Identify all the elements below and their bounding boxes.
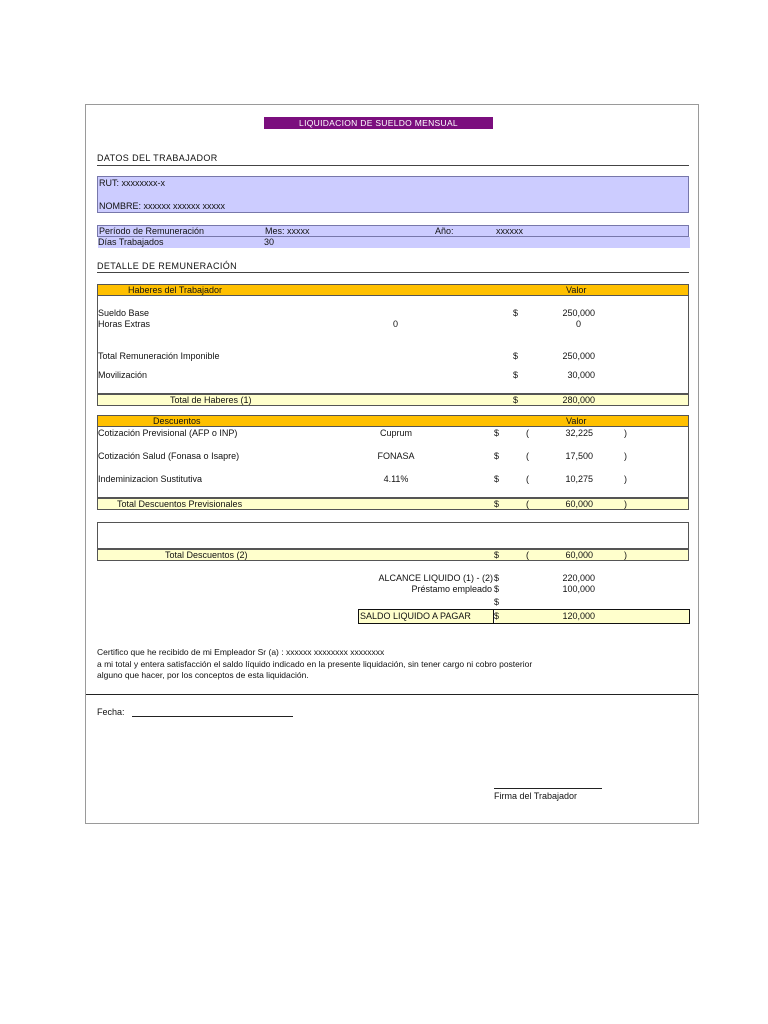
date-label: Fecha: bbox=[97, 707, 125, 717]
earnings-total-label: Total de Haberes (1) bbox=[170, 395, 252, 405]
deduction-value: 32,225 bbox=[565, 428, 593, 438]
earnings-header bbox=[97, 284, 689, 296]
date-line bbox=[132, 716, 293, 717]
deduction-entity: FONASA bbox=[377, 451, 415, 461]
net-pay-row bbox=[358, 609, 690, 624]
deduction-entity: Cuprum bbox=[379, 428, 412, 438]
days-label: Días Trabajados bbox=[98, 237, 164, 247]
loan-currency: $ bbox=[494, 584, 500, 594]
provisional-total-currency: $ bbox=[494, 499, 500, 509]
deduction-label: Cotización Previsional (AFP o INP) bbox=[98, 428, 238, 438]
deductions-total-value: 60,000 bbox=[565, 550, 593, 560]
earnings-total-value: 280,000 bbox=[562, 395, 595, 405]
signature-line bbox=[494, 788, 602, 789]
blank-currency: $ bbox=[494, 597, 500, 607]
name-field: NOMBRE: xxxxxx xxxxxx xxxxx bbox=[99, 201, 226, 211]
earnings-total-row bbox=[97, 394, 689, 406]
days-value: 30 bbox=[264, 237, 275, 247]
base-salary-label: Sueldo Base bbox=[98, 308, 150, 318]
net-pay-value: 120,000 bbox=[562, 611, 595, 621]
provisional-total-close-paren: ) bbox=[624, 499, 627, 509]
overtime-label: Horas Extras bbox=[98, 319, 151, 329]
reach-currency: $ bbox=[494, 573, 500, 583]
deduction-close-paren: ) bbox=[624, 428, 627, 438]
base-salary-value: 250,000 bbox=[562, 308, 595, 318]
earnings-total-currency: $ bbox=[513, 395, 519, 405]
provisional-total-value: 60,000 bbox=[565, 499, 593, 509]
certification-line-3: alguno que hacer, por los conceptos de esta liquidación. bbox=[97, 670, 309, 680]
reach-label: ALCANCE LIQUIDO (1) - (2) bbox=[378, 573, 493, 583]
divider bbox=[86, 694, 698, 695]
signature-label: Firma del Trabajador bbox=[494, 791, 578, 801]
loan-value: 100,000 bbox=[562, 584, 595, 594]
divider bbox=[97, 272, 689, 273]
loan-label: Préstamo empleado bbox=[411, 584, 492, 594]
certification-line-1: Certifico que he recibido de mi Empleador Sr (a) : xxxxxx xxxxxxxx xxxxxxxx bbox=[97, 647, 385, 657]
deduction-currency: $ bbox=[494, 451, 500, 461]
provisional-total-row bbox=[97, 498, 689, 510]
earnings-box bbox=[97, 296, 689, 394]
detail-section-heading: DETALLE DE REMUNERACIÓN bbox=[97, 261, 238, 271]
mobilization-label: Movilización bbox=[98, 370, 148, 380]
deductions-total-currency: $ bbox=[494, 550, 500, 560]
net-pay-currency: $ bbox=[494, 611, 500, 621]
overtime-hours: 0 bbox=[393, 319, 399, 329]
deductions-header-label: Descuentos bbox=[153, 416, 201, 426]
deduction-currency: $ bbox=[494, 428, 500, 438]
deductions-total-close-paren: ) bbox=[624, 550, 627, 560]
deductions-header-value: Valor bbox=[566, 416, 587, 426]
deductions-total-row bbox=[97, 549, 689, 561]
divider bbox=[97, 165, 689, 166]
provisional-total-open-paren: ( bbox=[526, 499, 529, 509]
deduction-value: 17,500 bbox=[565, 451, 593, 461]
period-label: Período de Remuneración bbox=[99, 226, 205, 236]
provisional-total-label: Total Descuentos Previsionales bbox=[117, 499, 243, 509]
net-pay-label: SALDO LIQUIDO A PAGAR bbox=[359, 610, 494, 623]
period-year-value: xxxxxx bbox=[496, 226, 523, 236]
deduction-open-paren: ( bbox=[526, 474, 529, 484]
worker-section-heading: DATOS DEL TRABAJADOR bbox=[97, 153, 218, 163]
deductions-total-label: Total Descuentos (2) bbox=[165, 550, 248, 560]
deduction-label: Cotización Salud (Fonasa o Isapre) bbox=[98, 451, 240, 461]
period-year-label: Año: bbox=[435, 226, 454, 236]
payslip-sheet bbox=[85, 104, 699, 824]
deduction-close-paren: ) bbox=[624, 474, 627, 484]
document-title: LIQUIDACION DE SUELDO MENSUAL bbox=[264, 117, 493, 129]
deduction-open-paren: ( bbox=[526, 451, 529, 461]
deduction-close-paren: ) bbox=[624, 451, 627, 461]
deductions-total-open-paren: ( bbox=[526, 550, 529, 560]
taxable-total-currency: $ bbox=[513, 351, 519, 361]
deduction-open-paren: ( bbox=[526, 428, 529, 438]
overtime-value: 0 bbox=[575, 319, 581, 329]
taxable-total-label: Total Remuneración Imponible bbox=[98, 351, 220, 361]
deduction-entity: 4.11% bbox=[383, 474, 409, 484]
deduction-currency: $ bbox=[494, 474, 500, 484]
taxable-total-value: 250,000 bbox=[562, 351, 595, 361]
base-salary-currency: $ bbox=[513, 308, 519, 318]
days-row bbox=[98, 237, 690, 248]
mobilization-currency: $ bbox=[513, 370, 519, 380]
period-row bbox=[97, 225, 689, 237]
reach-value: 220,000 bbox=[562, 573, 595, 583]
earnings-header-value: Valor bbox=[566, 285, 587, 295]
rut-field: RUT: xxxxxxxx-x bbox=[99, 178, 165, 188]
deduction-value: 10,275 bbox=[565, 474, 593, 484]
mobilization-value: 30,000 bbox=[567, 370, 595, 380]
certification-line-2: a mi total y entera satisfacción el saldo líquido indicado en la presente liquidación, sin tener cargo ni cobro posterior bbox=[97, 659, 533, 669]
deduction-label: Indeminizacion Sustitutiva bbox=[98, 474, 203, 484]
blank-box bbox=[97, 522, 689, 549]
worker-info-box bbox=[97, 176, 689, 213]
deductions-header bbox=[97, 415, 689, 427]
period-month: Mes: xxxxx bbox=[265, 226, 310, 236]
earnings-header-label: Haberes del Trabajador bbox=[128, 285, 223, 295]
